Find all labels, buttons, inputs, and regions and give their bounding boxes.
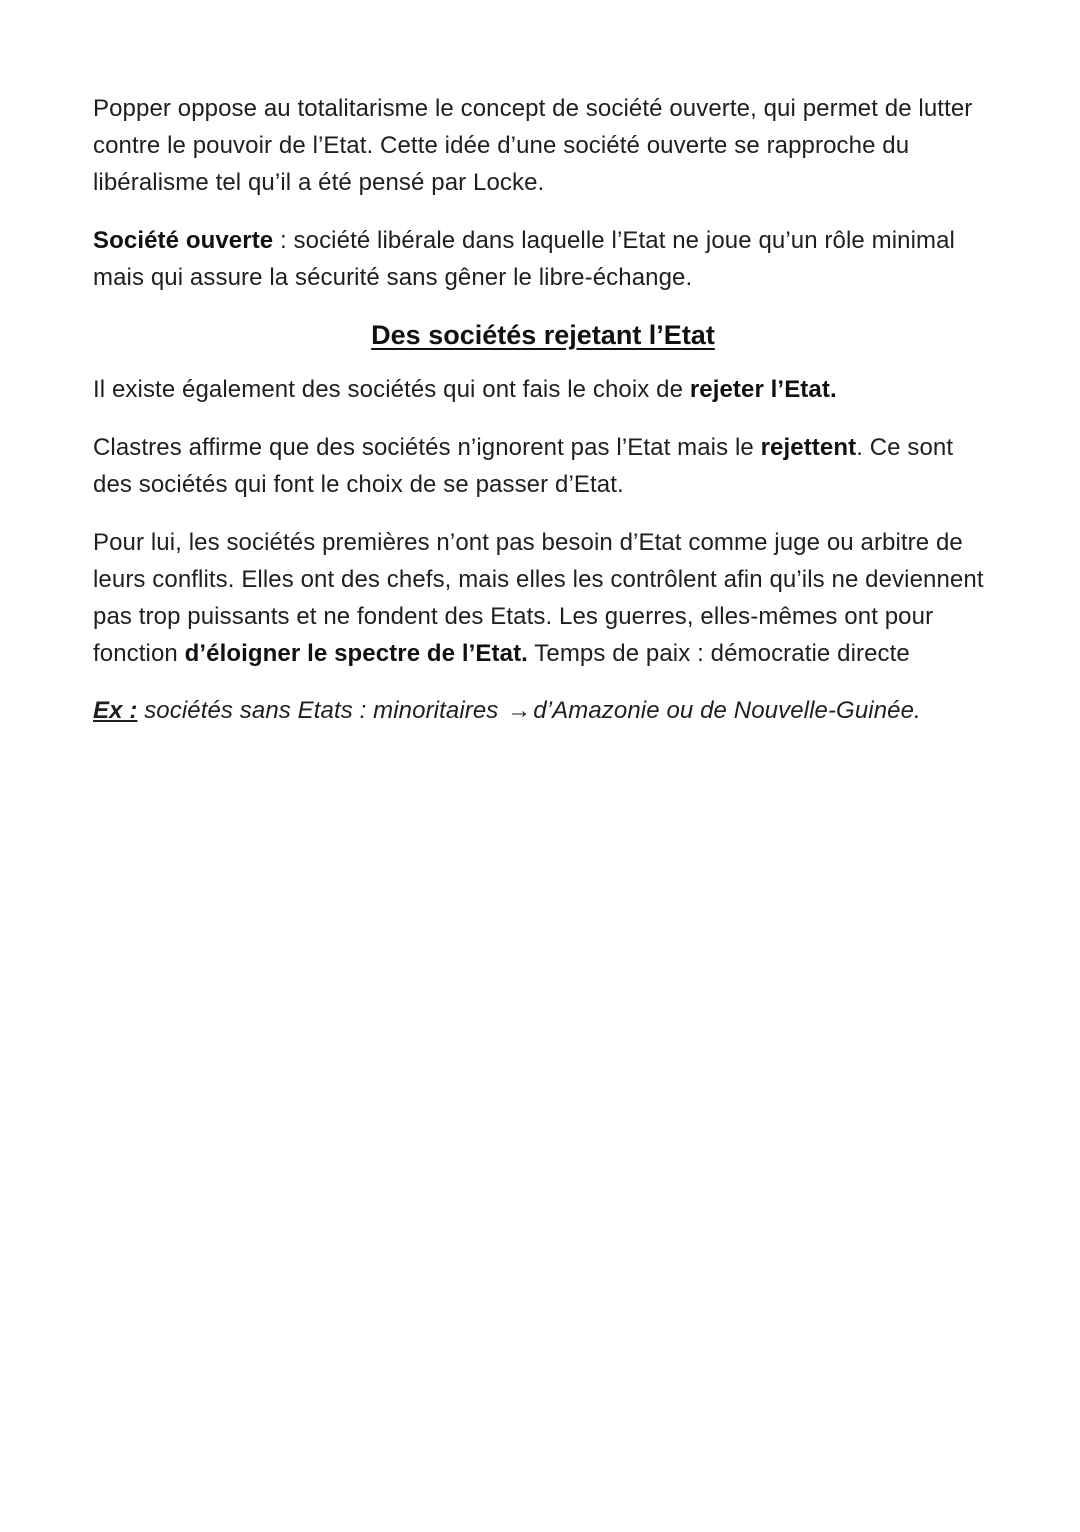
paragraph-clastres-bold: rejettent <box>760 434 857 461</box>
paragraph-rejeter-bold: rejeter l’Etat. <box>689 376 837 403</box>
paragraph-societes-after: Temps de paix : démocratie directe <box>527 640 910 667</box>
arrow-right-icon: → <box>507 697 532 724</box>
section-heading: Des sociétés rejetant l’Etat <box>371 320 715 350</box>
paragraph-clastres-before: Clastres affirme que des sociétés n’ignorent pas l’Etat mais le <box>93 434 761 461</box>
paragraph-rejeter <box>93 371 993 408</box>
paragraph-societes-premieres <box>93 524 993 672</box>
paragraph-clastres <box>93 429 993 503</box>
example-text-after: d’Amazonie ou de Nouvelle-Guinée. <box>533 697 921 724</box>
example-line <box>93 692 993 729</box>
paragraph-societes-before: Pour lui, les sociétés premières n’ont pas besoin d’Etat comme juge ou arbitre de leurs conflits. Elles ont des chefs, mais elles les contrôlent afin qu’ils ne deviennent pas trop puissants et ne fondent des Etats. Les guerres, elles-mêmes ont pour fonction <box>93 529 984 667</box>
paragraph-popper: Popper oppose au totalitarisme le concept de société ouverte, qui permet de lutter contre le pouvoir de l’Etat. Cette idée d’une société ouverte se rapproche du libéralisme tel qu’il a été pensé par Locke. <box>93 95 973 196</box>
document-page <box>93 90 993 729</box>
paragraph-clastres-after: . Ce sont des sociétés qui font le choix de se passer d’Etat. <box>93 434 954 498</box>
paragraph-societes-bold: d’éloigner le spectre de l’Etat. <box>184 640 528 667</box>
example-text-before: sociétés sans Etats : minoritaires <box>137 697 506 724</box>
example-label: Ex : <box>93 697 138 724</box>
paragraph-rejeter-text: Il existe également des sociétés qui ont fais le choix de <box>93 376 690 403</box>
definition-text: : société libérale dans laquelle l’Etat ne joue qu’un rôle minimal mais qui assure la sécurité sans gêner le libre-échange. <box>93 227 955 291</box>
definition-term: Société ouverte <box>93 227 274 254</box>
definition-societe-ouverte <box>93 222 993 296</box>
